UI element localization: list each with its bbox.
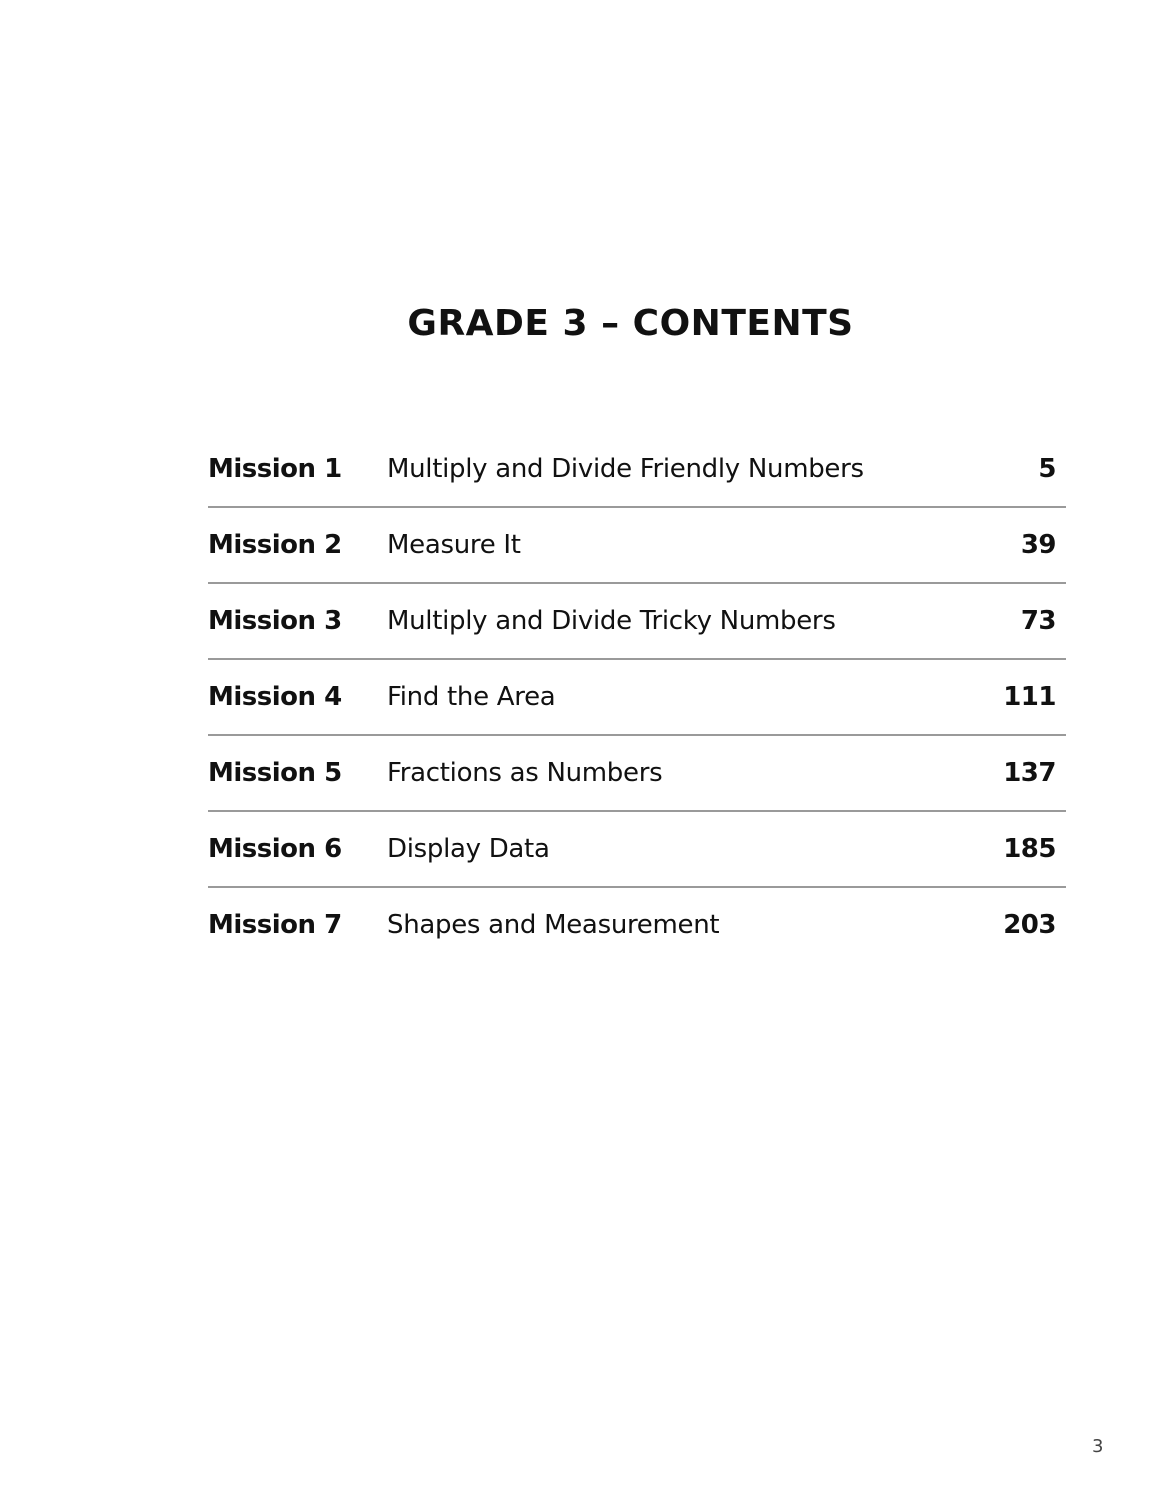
mission-label: Mission 2	[208, 530, 342, 560]
toc-entry-mission-5[interactable]	[208, 736, 1066, 812]
mission-page-number: 185	[1003, 834, 1056, 864]
mission-page-number: 203	[1003, 910, 1056, 940]
toc-entry-mission-4[interactable]	[208, 660, 1066, 736]
mission-page-number: 39	[1020, 530, 1056, 560]
mission-title: Shapes and Measurement	[387, 910, 720, 940]
mission-page-number: 137	[1003, 758, 1056, 788]
page-number: 3	[1092, 1436, 1104, 1457]
mission-page-number: 5	[1038, 454, 1056, 484]
page-title: GRADE 3 – CONTENTS	[407, 303, 854, 344]
mission-title: Find the Area	[387, 682, 556, 712]
mission-title: Fractions as Numbers	[387, 758, 663, 788]
mission-title: Multiply and Divide Friendly Numbers	[387, 454, 864, 484]
mission-label: Mission 6	[208, 834, 342, 864]
toc-entry-mission-3[interactable]	[208, 584, 1066, 660]
mission-page-number: 73	[1020, 606, 1056, 636]
toc-entry-mission-2[interactable]	[208, 508, 1066, 584]
mission-label: Mission 3	[208, 606, 342, 636]
toc-entry-mission-6[interactable]	[208, 812, 1066, 888]
mission-title: Display Data	[387, 834, 550, 864]
mission-label: Mission 5	[208, 758, 342, 788]
toc-entry-mission-1[interactable]	[208, 432, 1066, 508]
mission-label: Mission 7	[208, 910, 342, 940]
mission-label: Mission 4	[208, 682, 342, 712]
table-of-contents	[208, 432, 1066, 964]
mission-page-number: 111	[1003, 682, 1056, 712]
mission-title: Multiply and Divide Tricky Numbers	[387, 606, 836, 636]
mission-label: Mission 1	[208, 454, 342, 484]
toc-entry-mission-7[interactable]	[208, 888, 1066, 964]
mission-title: Measure It	[387, 530, 521, 560]
